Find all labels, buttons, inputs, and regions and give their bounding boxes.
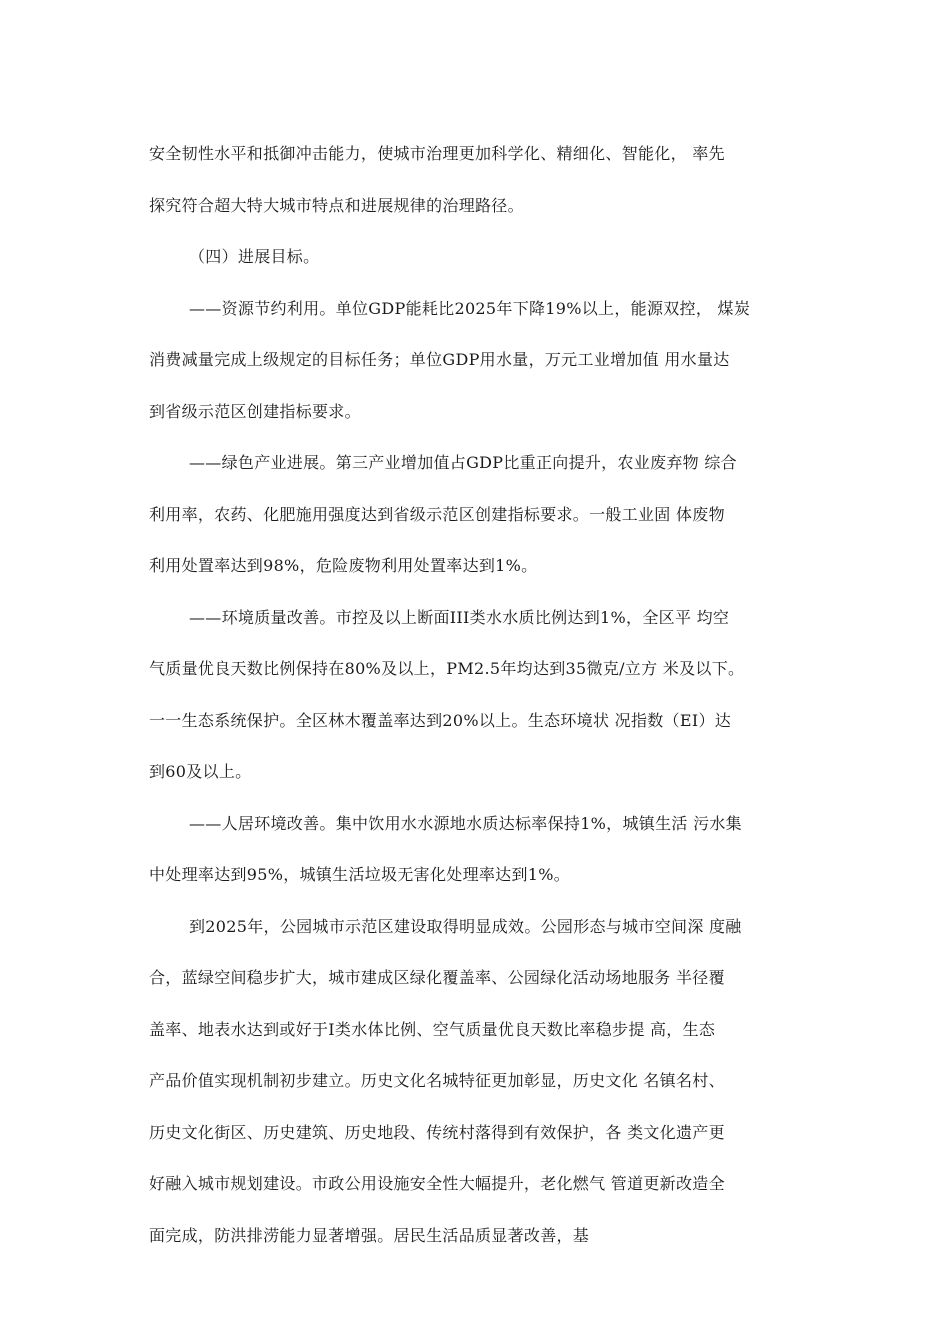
text-line: 到2025年，公园城市示范区建设取得明显成效。公园形态与城市空间深 度融 bbox=[189, 916, 742, 936]
text-line: 盖率、地表水达到或好于Ⅰ类水体比例、空气质量优良天数比率稳步提 高，生态 bbox=[149, 1019, 716, 1039]
text-line: 合，蓝绿空间稳步扩大，城市建成区绿化覆盖率、公园绿化活动场地服务 半径覆 bbox=[149, 968, 725, 987]
text-line: 一一生态系统保护。全区林木覆盖率达到20%以上。生态环境状 况指数（EI）达 bbox=[149, 710, 732, 730]
body-text bbox=[149, 128, 829, 1261]
text-line: ——人居环境改善。集中饮用水水源地水质达标率保持1%，城镇生活 污水集 bbox=[189, 813, 742, 833]
text-line: 安全韧性水平和抵御冲击能力，使城市治理更加科学化、精细化、智能化， 率先 bbox=[149, 144, 725, 163]
text-line: 到省级示范区创建指标要求。 bbox=[149, 401, 361, 421]
text-line: ——环境质量改善。市控及以上断面III类水水质比例达到1%，全区平 均空 bbox=[189, 607, 730, 627]
text-line: 面完成，防洪排涝能力显著增强。居民生活品质显著改善，基 bbox=[149, 1225, 590, 1245]
text-line: 到60及以上。 bbox=[149, 762, 252, 781]
text-line: 利用率，农药、化肥施用强度达到省级示范区创建指标要求。一般工业固 体废物 bbox=[149, 504, 725, 524]
text-line: ——资源节约利用。单位GDP能耗比2025年下降19%以上，能源双控， 煤炭 bbox=[189, 298, 751, 318]
text-line: 探究符合超大特大城市特点和进展规律的治理路径。 bbox=[149, 195, 524, 215]
text-line: 中处理率达到95%，城镇生活垃圾无害化处理率达到1%。 bbox=[149, 865, 571, 884]
text-line: 消费减量完成上级规定的目标任务；单位GDP用水量，万元工业增加值 用水量达 bbox=[149, 350, 730, 369]
text-line: 产品价值实现机制初步建立。历史文化名城特征更加彰显，历史文化 名镇名村、 bbox=[149, 1071, 725, 1090]
text-line: 历史文化街区、历史建筑、历史地段、传统村落得到有效保护，各 类文化遗产更 bbox=[149, 1122, 725, 1142]
text-line: 好融入城市规划建设。市政公用设施安全性大幅提升，老化燃气 管道更新改造全 bbox=[149, 1174, 725, 1193]
text-line: 利用处置率达到98%，危险废物利用处置率达到1%。 bbox=[149, 556, 538, 575]
text-line: 气质量优良天数比例保持在80%及以上，PM2.5年均达到35微克/立方 米及以下。 bbox=[149, 659, 745, 678]
text-line: ——绿色产业进展。第三产业增加值占GDP比重正向提升，农业废弃物 综合 bbox=[189, 453, 737, 472]
section-heading: （四）进展目标。 bbox=[189, 247, 320, 266]
